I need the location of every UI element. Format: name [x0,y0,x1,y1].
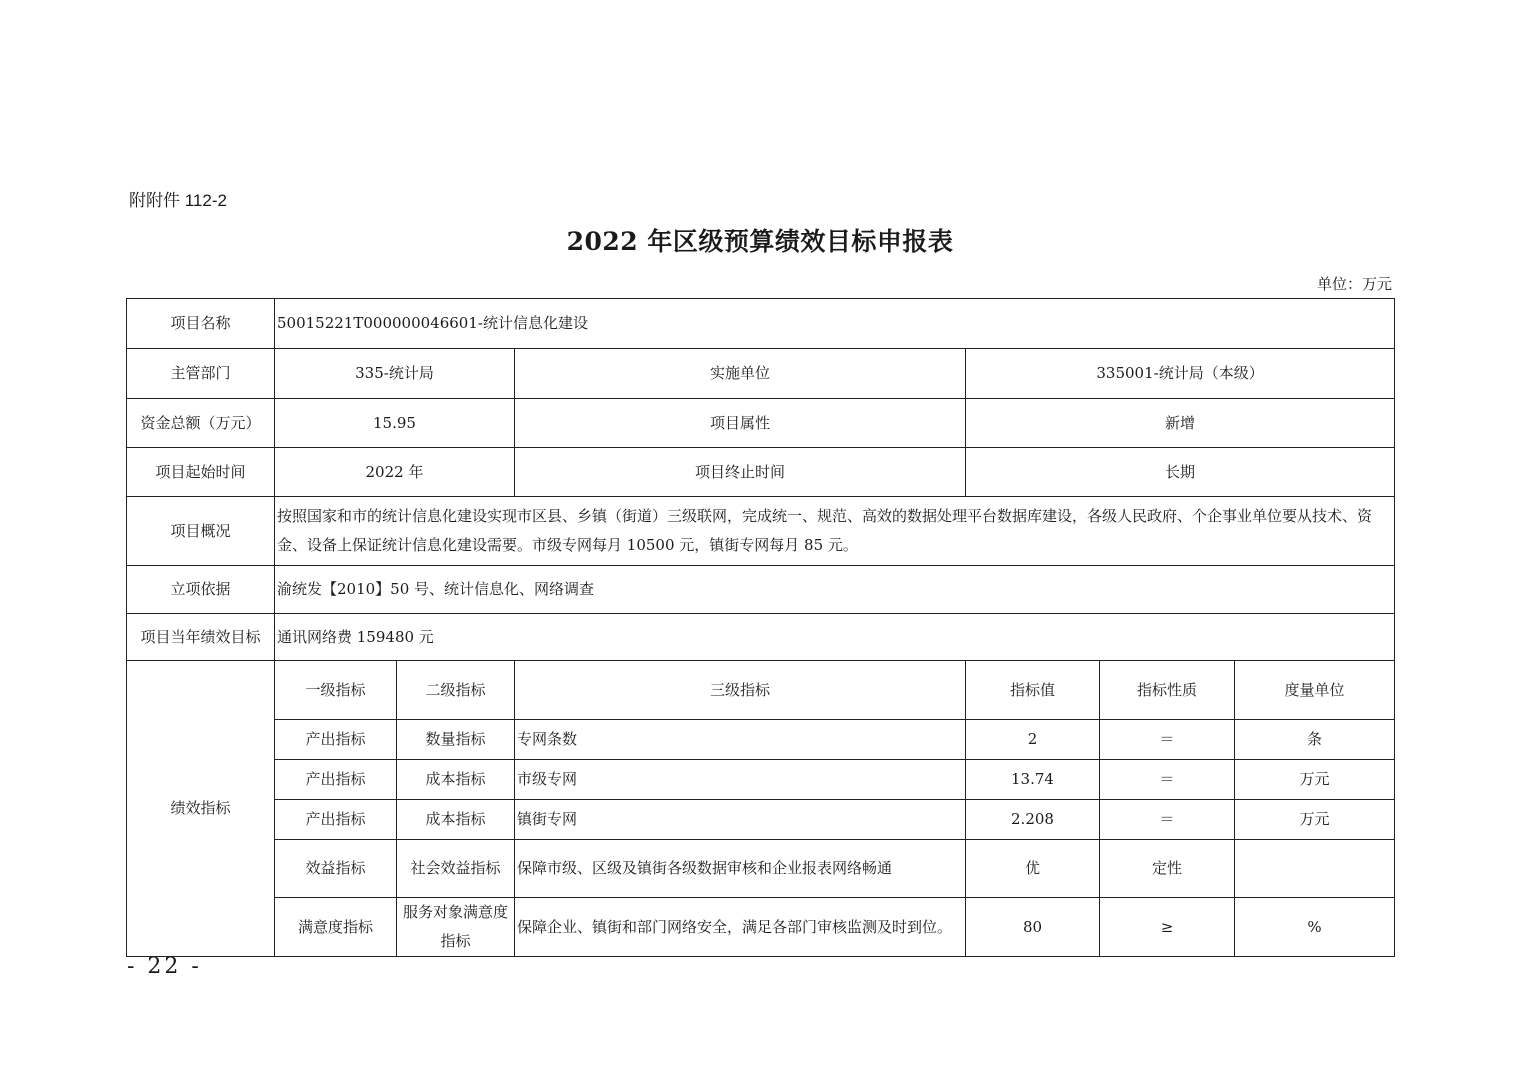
basis-value: 渝统发【2010】50 号、统计信息化、网络调查 [275,566,1395,614]
table-row [127,760,1395,800]
nature-cell: ＝ [1100,760,1235,800]
level2-cell: 成本指标 [397,800,515,840]
unit-cell: 条 [1235,720,1395,760]
level2-cell: 数量指标 [397,720,515,760]
level2-cell: 成本指标 [397,760,515,800]
level2-cell: 服务对象满意度指标 [397,898,515,957]
level1-cell: 产出指标 [275,800,397,840]
row-department [127,349,1395,399]
indicators-section-label: 绩效指标 [127,661,275,957]
project-name-label: 项目名称 [127,299,275,349]
page-number: - 22 - [127,954,202,979]
target-value-cell: 80 [966,898,1100,957]
nature-cell: ＝ [1100,800,1235,840]
department-label: 主管部门 [127,349,275,399]
nature-cell: 定性 [1100,840,1235,898]
table-row [127,840,1395,898]
annual-goal-label: 项目当年绩效目标 [127,614,275,661]
unit-cell [1235,840,1395,898]
overview-label: 项目概况 [127,497,275,566]
row-period [127,448,1395,497]
row-overview [127,497,1395,566]
level1-cell: 产出指标 [275,760,397,800]
end-time-label: 项目终止时间 [515,448,966,497]
start-time-value: 2022 年 [275,448,515,497]
header-nature: 指标性质 [1100,661,1235,720]
end-time-value: 长期 [966,448,1395,497]
unit-cell: 万元 [1235,760,1395,800]
level2-cell: 社会效益指标 [397,840,515,898]
unit-cell: 万元 [1235,800,1395,840]
level3-cell: 保障企业、镇街和部门网络安全，满足各部门审核监测及时到位。 [515,898,966,957]
attachment-label: 附附件 112-2 [129,191,227,210]
row-funds [127,399,1395,448]
nature-cell: ＝ [1100,720,1235,760]
header-unit: 度量单位 [1235,661,1395,720]
project-attribute-label: 项目属性 [515,399,966,448]
header-level3: 三级指标 [515,661,966,720]
page-title: 2022 年区级预算绩效目标申报表 [566,227,954,256]
row-basis [127,566,1395,614]
implementing-unit-label: 实施单位 [515,349,966,399]
header-target-value: 指标值 [966,661,1100,720]
unit-cell: % [1235,898,1395,957]
start-time-label: 项目起始时间 [127,448,275,497]
target-value-cell: 2 [966,720,1100,760]
nature-cell: ≥ [1100,898,1235,957]
indicator-header-row [127,661,1395,720]
total-funds-value: 15.95 [275,399,515,448]
total-funds-label: 资金总额（万元） [127,399,275,448]
table-row [127,898,1395,957]
level1-cell: 效益指标 [275,840,397,898]
level1-cell: 产出指标 [275,720,397,760]
level1-cell: 满意度指标 [275,898,397,957]
header-level2: 二级指标 [397,661,515,720]
performance-goal-form [126,298,1395,957]
level3-cell: 市级专网 [515,760,966,800]
annual-goal-value: 通讯网络费 159480 元 [275,614,1395,661]
unit-label: 单位：万元 [1316,275,1392,293]
level3-cell: 镇街专网 [515,800,966,840]
table-row [127,720,1395,760]
row-project-name [127,299,1395,349]
target-value-cell: 13.74 [966,760,1100,800]
row-annual-goal [127,614,1395,661]
table-row [127,800,1395,840]
target-value-cell: 优 [966,840,1100,898]
overview-value: 按照国家和市的统计信息化建设实现市区县、乡镇（街道）三级联网，完成统一、规范、高效的数据处理平台数据库建设，各级人民政府、个企事业单位要从技术、资金、设备上保证统计信息化建设需要。市级专网每月 10500 元，镇街专网每月 85 元。 [275,497,1395,566]
target-value-cell: 2.208 [966,800,1100,840]
project-attribute-value: 新增 [966,399,1395,448]
implementing-unit-value: 335001-统计局（本级） [966,349,1395,399]
level3-cell: 专网条数 [515,720,966,760]
level3-cell: 保障市级、区级及镇街各级数据审核和企业报表网络畅通 [515,840,966,898]
basis-label: 立项依据 [127,566,275,614]
department-value: 335-统计局 [275,349,515,399]
project-name-value: 50015221T000000046601-统计信息化建设 [275,299,1395,349]
header-level1: 一级指标 [275,661,397,720]
